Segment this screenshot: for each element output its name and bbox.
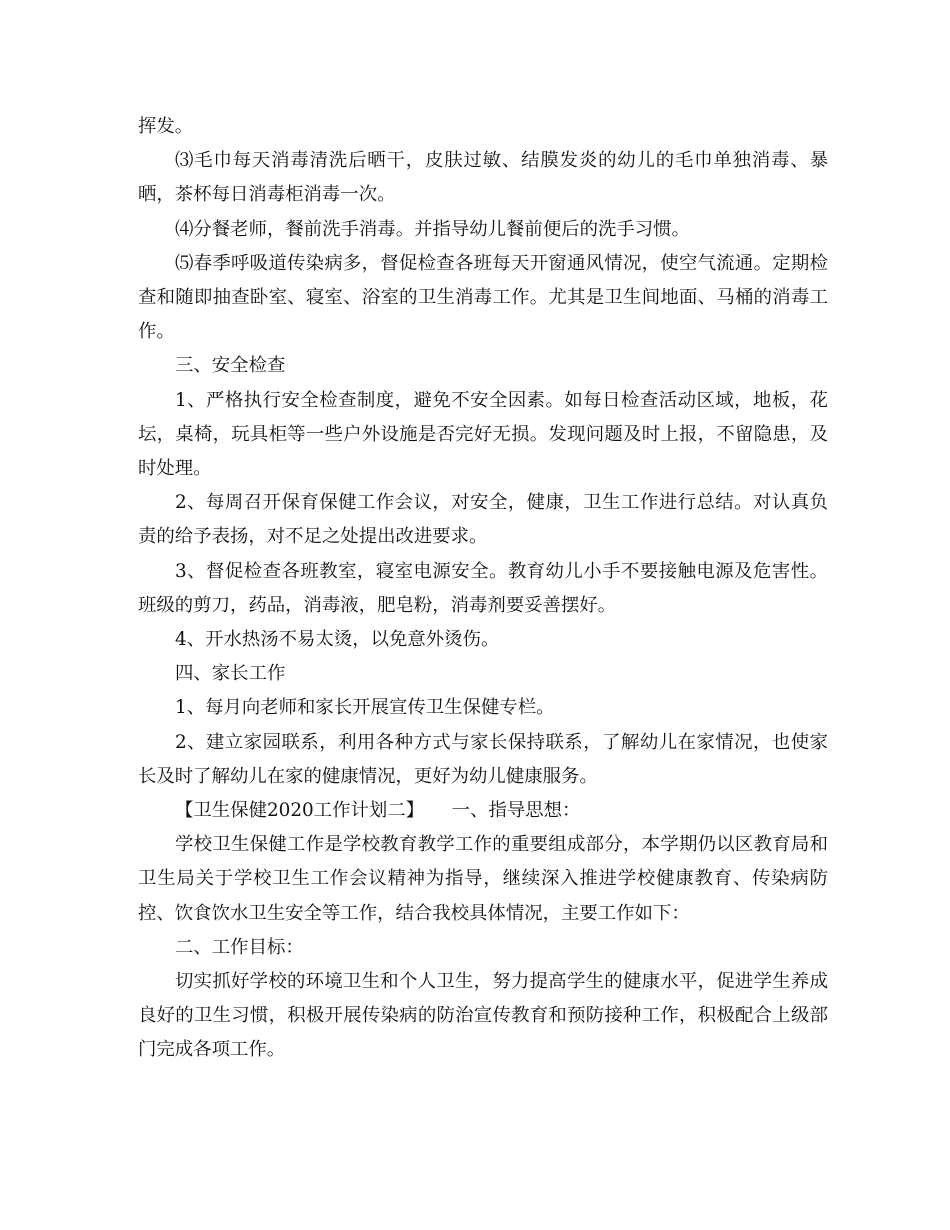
paragraph-towel-disinfection: ⑶毛巾每天消毒清洗后晒干，皮肤过敏、结膜发炎的幼儿的毛巾单独消毒、暴晒，茶杯每日消毒柜消毒一次。 (138, 150, 828, 206)
paragraph-safety-4: 4、开水热汤不易太烫，以免意外烫伤。 (175, 629, 500, 651)
section-heading-plan-two: 【卫生保健2020工作计划二】 一、指导思想： (175, 800, 581, 822)
section-heading-parent-work: 四、家长工作 (175, 663, 286, 685)
document-body (138, 110, 828, 1068)
paragraph-guiding-principle: 学校卫生保健工作是学校教育教学工作的重要组成部分，本学期仍以区教育局和卫生局关于学校卫生工作会议精神为指导，继续深入推进学校健康教育、传染病防控、饮食饮水卫生安全等工作，结合我校具体情况，主要工作如下： (138, 834, 828, 924)
paragraph-safety-2: 2、每周召开保育保健工作会议，对安全，健康，卫生工作进行总结。对认真负责的给予表扬，对不足之处提出改进要求。 (138, 492, 828, 548)
section-heading-work-goals: 二、工作目标： (175, 936, 304, 958)
paragraph-continuation: 挥发。 (138, 116, 194, 137)
paragraph-parent-1: 1、每月向老师和家长开展宣传卫生保健专栏。 (175, 697, 555, 719)
section-heading-safety-check: 三、安全检查 (175, 355, 286, 377)
paragraph-work-goals: 切实抓好学校的环境卫生和个人卫生，努力提高学生的健康水平，促进学生养成良好的卫生习惯，积极开展传染病的防治宣传教育和预防接种工作，积极配合上级部门完成各项工作。 (138, 971, 828, 1061)
paragraph-safety-3: 3、督促检查各班教室，寝室电源安全。教育幼儿小手不要接触电源及危害性。班级的剪刀，药品，消毒液，肥皂粉，消毒剂要妥善摆好。 (138, 560, 828, 616)
paragraph-safety-1: 1、严格执行安全检查制度，避免不安全因素。如每日检查活动区域，地板，花坛，桌椅，玩具柜等一些户外设施是否完好无损。发现问题及时上报，不留隐患，及时处理。 (138, 389, 828, 480)
paragraph-meal-hygiene: ⑷分餐老师，餐前洗手消毒。并指导幼儿餐前便后的洗手习惯。 (175, 218, 690, 240)
paragraph-parent-2: 2、建立家园联系，利用各种方式与家长保持联系，了解幼儿在家情况，也使家长及时了解幼儿在家的健康情况，更好为幼儿健康服务。 (138, 731, 828, 787)
paragraph-spring-ventilation: ⑸春季呼吸道传染病多，督促检查各班每天开窗通风情况，使空气流通。定期检查和随即抽查卧室、寝室、浴室的卫生消毒工作。尤其是卫生间地面、马桶的消毒工作。 (138, 252, 828, 343)
